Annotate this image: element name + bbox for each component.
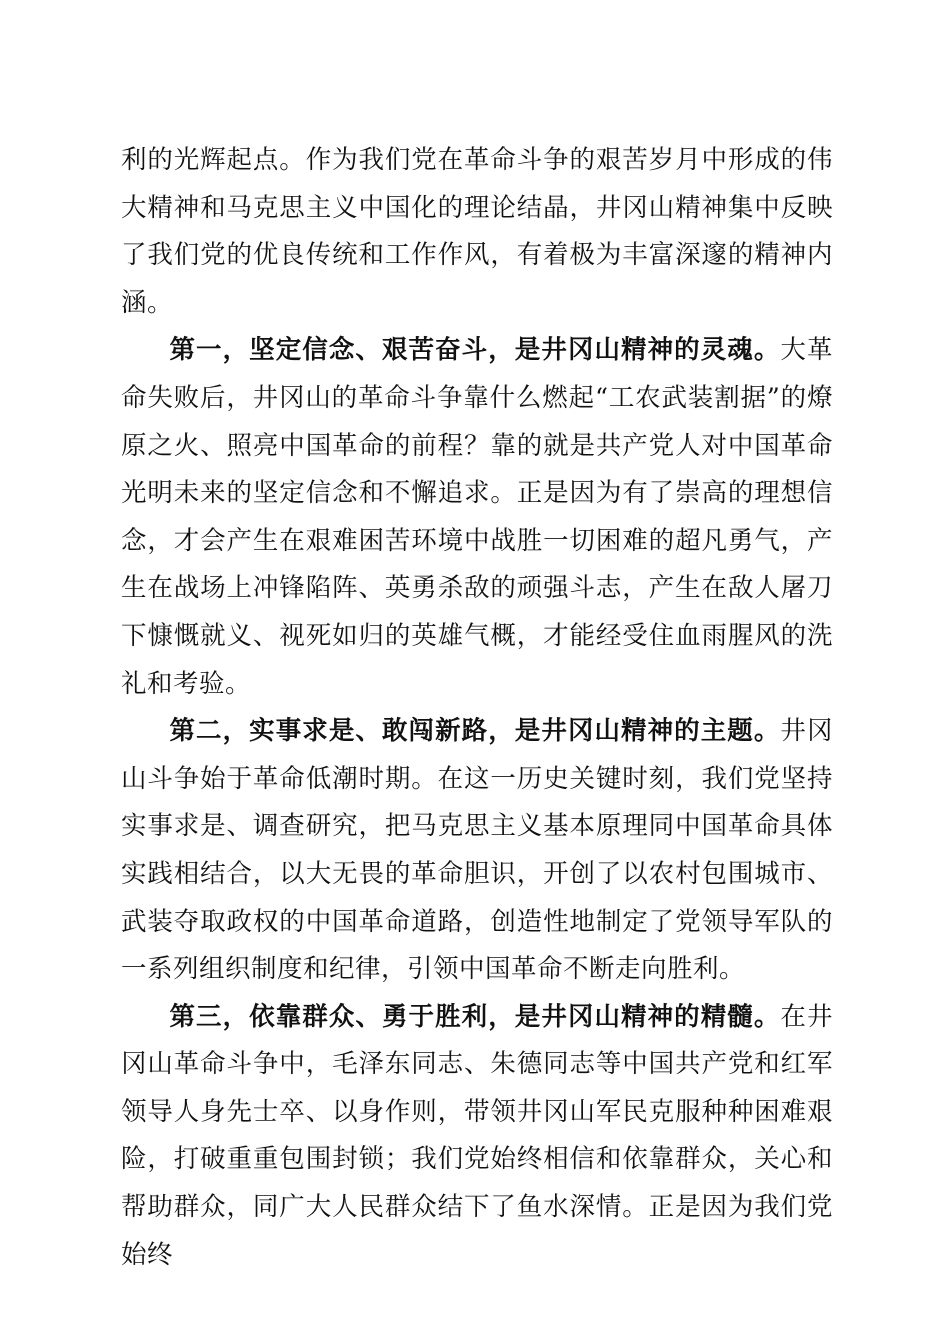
- paragraph-text: 在井冈山革命斗争中，毛泽东同志、朱德同志等中国共产党和红军领导人身先士卒、以身作则，带领井冈山军民克服种种困难艰险，打破重重包围封锁；我们党始终相信和依靠群众，关心和帮助群众，同广大人民群众结下了鱼水深情。正是因为我们党始终: [121, 1001, 833, 1270]
- paragraph-text: 利的光辉起点。作为我们党在革命斗争的艰苦岁月中形成的伟大精神和马克思主义中国化的理论结晶，井冈山精神集中反映了我们党的优良传统和工作作风，有着极为丰富深邃的精神内涵。: [121, 145, 833, 318]
- paragraph-heading: 第三，依靠群众、勇于胜利，是井冈山精神的精髓。: [169, 1001, 781, 1032]
- paragraph-third-point: [121, 994, 833, 1280]
- paragraph-text: 大革命失败后，井冈山的革命斗争靠什么燃起“工农武装割据”的燎原之火、照亮中国革命的前程？靠的就是共产党人对中国革命光明未来的坚定信念和不懈追求。正是因为有了崇高的理想信念，才会产生在艰难困苦环境中战胜一切困难的超凡勇气，产生在战场上冲锋陷阵、英勇杀敌的顽强斗志，产生在敌人屠刀下慷慨就义、视死如归的英雄气概，才能经受住血雨腥风的洗礼和考验。: [121, 335, 833, 699]
- paragraph-first-point: [121, 327, 833, 708]
- paragraph-heading: 第二，实事求是、敢闯新路，是井冈山精神的主题。: [169, 716, 781, 747]
- paragraph-continuation: [121, 137, 833, 327]
- paragraph-second-point: [121, 708, 833, 994]
- document-body: [121, 137, 833, 1279]
- paragraph-heading: 第一，坚定信念、艰苦奋斗，是井冈山精神的灵魂。: [169, 335, 781, 366]
- paragraph-text: 井冈山斗争始于革命低潮时期。在这一历史关键时刻，我们党坚持实事求是、调查研究，把马克思主义基本原理同中国革命具体实践相结合，以大无畏的革命胆识，开创了以农村包围城市、武装夺取政权的中国革命道路，创造性地制定了党领导军队的一系列组织制度和纪律，引领中国革命不断走向胜利。: [121, 716, 833, 985]
